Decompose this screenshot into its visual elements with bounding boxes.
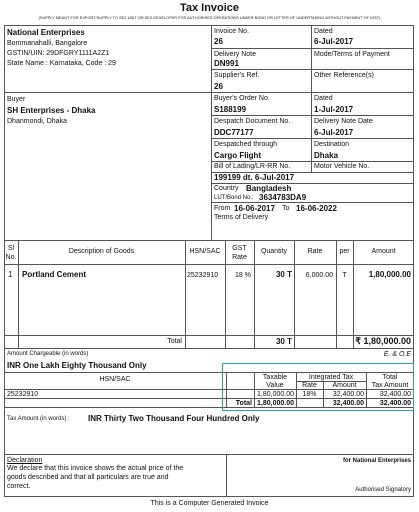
- page-subtitle: (SUPPLY MEANT FOR EXPORT/SUPPLY TO SEZ UNIT OR SEZ DEVELOPER FOR AUTHORISED OPERATIONS UNDER BOND OR LETTER OF UNDERTAKING WITHOUT PAYMENT OF IGST): [38, 16, 381, 20]
- seller-gstin: GSTIN/UIN: 29DFGRY1111A2Z1: [7, 50, 110, 57]
- terms-label: Terms of Delivery: [214, 214, 269, 221]
- order-dated: 1-Jul-2017: [314, 105, 354, 114]
- col-sl: Sl: [7, 245, 15, 252]
- item-hsn: 25232910: [187, 272, 219, 279]
- col-per: per: [339, 248, 350, 255]
- tax-hsn-label: HSN/SAC: [99, 376, 131, 383]
- tax-row-amount: 32,400.00: [332, 391, 364, 398]
- col-description: Description of Goods: [68, 248, 135, 255]
- tax-row-hsn: 25232910: [7, 391, 39, 398]
- col-gst-rate: Rate: [232, 254, 247, 261]
- tax-row-total: 32,400.00: [379, 391, 411, 398]
- buyer-label: Buyer: [7, 96, 26, 103]
- order-dated-label: Dated: [314, 95, 333, 102]
- col-sl-no: No.: [5, 254, 17, 261]
- item-per: T: [342, 272, 347, 279]
- seller-address: Bommanahalli, Bangalore: [7, 40, 88, 47]
- tax-words-label: Tax Amount (in words) :: [7, 416, 70, 422]
- invoice-no-label: Invoice No.: [214, 28, 250, 35]
- authorised-signatory: Authorised Signatory: [355, 487, 411, 493]
- bill-of-lading: 199199 dt. 6-Jul-2017: [214, 173, 295, 182]
- invoice-no: 26: [214, 37, 223, 46]
- declaration-line-3: correct.: [7, 483, 31, 490]
- lut-to-label: To: [282, 205, 290, 212]
- tax-words-value: INR Thirty Two Thousand Four Hundred Only: [88, 414, 260, 423]
- suppliers-ref-label: Supplier's Ref.: [214, 72, 260, 79]
- col-hsn: HSN/SAC: [189, 248, 221, 255]
- seller-name: National Enterprises: [7, 28, 85, 37]
- tax-taxable-label: Taxable: [262, 374, 288, 381]
- tax-tax-amount-label: Tax Amount: [371, 382, 409, 389]
- destination-label: Destination: [314, 141, 350, 148]
- bill-of-lading-label: Bill of Lading/LR-RR No.: [214, 163, 291, 170]
- footer-note: This is a Computer Generated Invoice: [150, 500, 269, 507]
- dated: 6-Jul-2017: [314, 37, 354, 46]
- items-total-qty: 30 T: [275, 337, 292, 346]
- other-ref-label: Other Reference(s): [314, 72, 374, 79]
- lut-from: 16-06-2017: [234, 204, 275, 213]
- buyers-order: S188199: [214, 105, 247, 114]
- tax-amount-label: Amount: [332, 382, 357, 389]
- col-rate: Rate: [307, 248, 323, 255]
- tax-total-row-label: Total: [235, 400, 252, 407]
- item-amount: 1,80,000.00: [368, 270, 411, 279]
- items-total-label: Total: [167, 338, 182, 345]
- item-sl: 1: [8, 270, 13, 279]
- page-title: Tax Invoice: [179, 2, 240, 14]
- lut-label: LUT/Bond No.:: [214, 195, 254, 201]
- col-amount: Amount: [371, 248, 396, 255]
- seller-state: State Name : Karnataka, Code : 29: [7, 60, 116, 67]
- mode-label: Mode/Terms of Payment: [314, 51, 390, 58]
- tax-integrated-label: Integrated Tax: [308, 374, 354, 381]
- country: Bangladesh: [246, 184, 292, 193]
- motor-vehicle-label: Motor Vehicle No.: [314, 163, 370, 170]
- tax-total-row-total: 32,400.00: [379, 400, 411, 407]
- tax-total-label: Total: [382, 374, 398, 381]
- buyer-address: Dhanmondi, Dhaka: [7, 118, 67, 125]
- lut-number: 3634783DA9: [259, 193, 307, 202]
- items-total-amount: ₹ 1,80,000.00: [355, 336, 411, 346]
- amount-words-value: INR One Lakh Eighty Thousand Only: [7, 361, 147, 370]
- lut-to: 16-06-2022: [296, 204, 337, 213]
- delivery-note-date-label: Delivery Note Date: [314, 118, 373, 125]
- delivery-note: DN991: [214, 59, 239, 68]
- destination: Dhaka: [314, 151, 339, 160]
- delivery-note-date: 6-Jul-2017: [314, 128, 354, 137]
- tax-total-row-amount: 32,400.00: [332, 400, 364, 407]
- dated-label: Dated: [314, 28, 333, 35]
- buyers-order-label: Buyer's Order No.: [214, 95, 270, 102]
- eoe-text: E. & O.E: [383, 351, 411, 358]
- tax-value-label: Value: [266, 382, 284, 389]
- declaration-line-2: goods described and that all particulars are true and: [7, 474, 169, 481]
- despatch-doc: DDC77177: [214, 128, 254, 137]
- item-rate: 6,000.00: [305, 272, 333, 279]
- buyer-name: SH Enterprises - Dhaka: [7, 106, 96, 115]
- despatched-through: Cargo Flight: [214, 151, 262, 160]
- despatch-doc-label: Despatch Document No.: [214, 118, 291, 125]
- col-quantity: Quantity: [260, 248, 288, 255]
- declaration-label: Declaration: [7, 457, 43, 464]
- suppliers-ref: 26: [214, 82, 223, 91]
- despatched-through-label: Despatched through: [214, 141, 278, 148]
- item-description: Portland Cement: [22, 270, 87, 279]
- item-quantity: 30 T: [275, 270, 292, 279]
- signature-for: for National Enterprises: [342, 458, 411, 464]
- amount-words-label: Amount Chargeable (in words): [7, 351, 89, 357]
- declaration-line-1: We declare that this invoice shows the actual price of the: [7, 465, 184, 472]
- delivery-note-label: Delivery Note: [214, 51, 257, 58]
- country-label: Country: [214, 185, 239, 192]
- item-gst-rate: 18 %: [235, 272, 251, 279]
- col-gst: GST: [232, 245, 247, 252]
- tax-total-row-taxable: 1,80,000.00: [257, 400, 294, 407]
- tax-row-rate: 18%: [302, 391, 317, 398]
- tax-row-taxable: 1,80,000.00: [257, 391, 294, 398]
- lut-from-label: From: [214, 205, 231, 212]
- tax-rate-label: Rate: [302, 382, 317, 389]
